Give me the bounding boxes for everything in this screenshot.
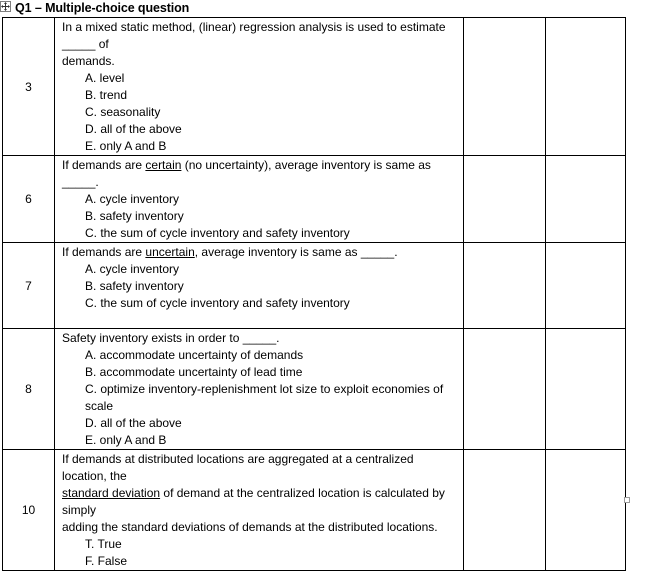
underlined-term: standard deviation <box>62 486 161 500</box>
option: A. cycle inventory <box>85 262 180 276</box>
question-number: 10 <box>3 450 55 571</box>
option: E. only A and B <box>85 139 167 153</box>
table-row <box>3 450 626 571</box>
question-stem: If demands are uncertain, average inventory is same as _____. <box>62 245 398 259</box>
option: E. only A and B <box>85 433 167 447</box>
table-row <box>3 243 626 329</box>
option: D. all of the above <box>85 122 182 136</box>
option: B. safety inventory <box>85 209 184 223</box>
option: B. accommodate uncertainty of lead time <box>85 365 303 379</box>
underlined-term: uncertain <box>145 245 195 259</box>
question-number: 6 <box>3 156 55 243</box>
option: B. trend <box>85 88 128 102</box>
table-move-handle-icon[interactable] <box>0 1 11 12</box>
question-stem: In a mixed static method, (linear) regression analysis is used to estimate _____ of <box>62 20 446 51</box>
notes-cell[interactable] <box>546 243 626 329</box>
table-row <box>3 329 626 450</box>
option: C. the sum of cycle inventory and safety inventory <box>85 226 350 240</box>
question-number: 3 <box>3 18 55 156</box>
option: A. level <box>85 71 125 85</box>
question-stem-cont: standard deviation of demand at the centralized location is calculated by simply <box>62 486 445 517</box>
option: A. accommodate uncertainty of demands <box>85 348 304 362</box>
question-cell <box>55 156 464 243</box>
underlined-term: certain <box>145 158 182 172</box>
question-stem-cont: demands. <box>62 54 115 68</box>
option: C. optimize inventory-replenishment lot size to exploit economies of scale <box>85 382 444 413</box>
notes-cell[interactable] <box>546 18 626 156</box>
question-number: 7 <box>3 243 55 329</box>
notes-cell[interactable] <box>546 156 626 243</box>
option: A. cycle inventory <box>85 192 180 206</box>
notes-cell[interactable] <box>546 450 626 571</box>
option: F. False <box>85 554 128 568</box>
table-row <box>3 18 626 156</box>
section-heading: Q1 – Multiple-choice question <box>15 1 190 15</box>
answer-cell[interactable] <box>464 156 546 243</box>
answer-cell[interactable] <box>464 18 546 156</box>
notes-cell[interactable] <box>546 329 626 450</box>
question-stem-cont: adding the standard deviations of demands at the distributed locations. <box>62 520 438 534</box>
table-row <box>3 156 626 243</box>
answer-cell[interactable] <box>464 450 546 571</box>
option: B. safety inventory <box>85 279 184 293</box>
option: C. the sum of cycle inventory and safety inventory <box>85 296 350 310</box>
answer-cell[interactable] <box>464 243 546 329</box>
question-cell <box>55 329 464 450</box>
question-cell <box>55 450 464 571</box>
answer-cell[interactable] <box>464 329 546 450</box>
question-number: 8 <box>3 329 55 450</box>
question-stem: If demands at distributed locations are aggregated at a centralized location, the <box>62 452 414 483</box>
question-cell <box>55 18 464 156</box>
question-cell <box>55 243 464 329</box>
question-table <box>2 17 626 571</box>
table-resize-handle-icon[interactable] <box>624 497 630 503</box>
question-stem: If demands are certain (no uncertainty), average inventory is same as _____. <box>62 158 431 189</box>
question-stem: Safety inventory exists in order to _____. <box>62 331 280 345</box>
option: C. seasonality <box>85 105 161 119</box>
option: D. all of the above <box>85 416 182 430</box>
option: T. True <box>85 537 122 551</box>
